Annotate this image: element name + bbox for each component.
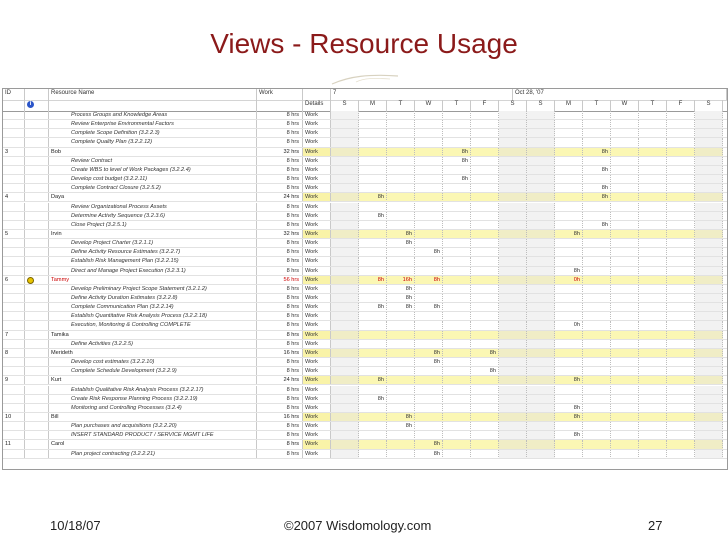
- details-label: Work: [303, 148, 331, 157]
- resource-usage-grid: [2, 88, 728, 470]
- day-work-cell[interactable]: 8h: [359, 193, 387, 202]
- work-hours: 8 hrs: [257, 248, 303, 257]
- assignment-name[interactable]: Review Organizational Process Assets: [49, 203, 257, 212]
- details-label: Work: [303, 157, 331, 166]
- day-work-cell[interactable]: 8h: [387, 285, 415, 294]
- day-work-cell[interactable]: 8h: [555, 230, 583, 239]
- details-label: Work: [303, 303, 331, 312]
- work-hours: 8 hrs: [257, 267, 303, 276]
- assignment-row[interactable]: [3, 404, 727, 413]
- work-hours: 8 hrs: [257, 120, 303, 129]
- day-work-cell[interactable]: 8h: [387, 239, 415, 248]
- assignment-row[interactable]: [3, 120, 727, 129]
- details-label: Work: [303, 193, 331, 202]
- day-header: W: [611, 100, 639, 111]
- assignment-name[interactable]: Complete Quality Plan (3.2.2.12): [49, 138, 257, 147]
- assignment-row[interactable]: [3, 340, 727, 349]
- day-work-cell[interactable]: 8h: [415, 450, 443, 459]
- details-label: Work: [303, 285, 331, 294]
- work-hours: 8 hrs: [257, 321, 303, 330]
- assignment-row[interactable]: [3, 303, 727, 312]
- header-indicator[interactable]: [25, 89, 49, 100]
- resource-name[interactable]: Irvin: [49, 230, 257, 239]
- work-hours: 8 hrs: [257, 450, 303, 459]
- footer-date: 10/18/07: [50, 518, 101, 533]
- work-hours: 24 hrs: [257, 376, 303, 385]
- assignment-name[interactable]: Review Contract: [49, 157, 257, 166]
- work-hours: 8 hrs: [257, 157, 303, 166]
- work-hours: 8 hrs: [257, 166, 303, 175]
- assignment-name[interactable]: Define Activities (3.2.2.5): [49, 340, 257, 349]
- details-label: Work: [303, 239, 331, 248]
- work-hours: 8 hrs: [257, 386, 303, 395]
- details-label: Work: [303, 440, 331, 449]
- assignment-name[interactable]: Develop cost estimates (3.2.2.10): [49, 358, 257, 367]
- day-header: M: [555, 100, 583, 111]
- day-work-cell[interactable]: 8h: [415, 440, 443, 449]
- day-header: W: [415, 100, 443, 111]
- resource-row[interactable]: [3, 276, 727, 285]
- day-header: F: [471, 100, 499, 111]
- day-header: T: [387, 100, 415, 111]
- work-hours: 8 hrs: [257, 129, 303, 138]
- work-hours: 8 hrs: [257, 184, 303, 193]
- details-label: Work: [303, 422, 331, 431]
- assignment-name[interactable]: INSERT STANDARD PRODUCT / SERVICE MGMT LIFE: [49, 431, 257, 440]
- details-label: Work: [303, 267, 331, 276]
- work-hours: 24 hrs: [257, 193, 303, 202]
- details-label: Work: [303, 175, 331, 184]
- assignment-name[interactable]: Determine Activity Sequence (3.2.3.6): [49, 212, 257, 221]
- assignment-row[interactable]: [3, 450, 727, 459]
- assignment-row[interactable]: [3, 367, 727, 376]
- details-label: Work: [303, 358, 331, 367]
- day-work-cell[interactable]: 8h: [415, 358, 443, 367]
- work-hours: 8 hrs: [257, 358, 303, 367]
- work-hours: 8 hrs: [257, 221, 303, 230]
- assignment-name[interactable]: Develop Preliminary Project Scope Statement (3.2.1.2): [49, 285, 257, 294]
- assignment-row[interactable]: [3, 166, 727, 175]
- work-hours: 32 hrs: [257, 230, 303, 239]
- header-id[interactable]: ID: [3, 89, 25, 100]
- day-work-cell[interactable]: 0h: [555, 276, 583, 285]
- resource-name[interactable]: Tammy: [49, 276, 257, 285]
- details-label: Work: [303, 184, 331, 193]
- details-label: Work: [303, 340, 331, 349]
- assignment-row[interactable]: [3, 386, 727, 395]
- assignment-name[interactable]: Define Activity Resource Estimates (3.2.2.7): [49, 248, 257, 257]
- day-work-cell[interactable]: 16h: [387, 276, 415, 285]
- day-work-cell[interactable]: 8h: [359, 395, 387, 404]
- assignment-row[interactable]: [3, 395, 727, 404]
- day-header: M: [359, 100, 387, 111]
- assignment-row[interactable]: [3, 257, 727, 266]
- day-work-cell[interactable]: 8h: [359, 276, 387, 285]
- details-label: Work: [303, 276, 331, 285]
- day-header: T: [639, 100, 667, 111]
- work-hours: 16 hrs: [257, 349, 303, 358]
- work-hours: 8 hrs: [257, 312, 303, 321]
- header-info-cell: [25, 100, 49, 111]
- work-hours: 8 hrs: [257, 138, 303, 147]
- work-hours: 56 hrs: [257, 276, 303, 285]
- day-work-cell[interactable]: 8h: [359, 376, 387, 385]
- day-work-cell[interactable]: 8h: [443, 175, 471, 184]
- work-hours: 8 hrs: [257, 440, 303, 449]
- assignment-row[interactable]: [3, 294, 727, 303]
- assignment-name[interactable]: Close Project (3.2.5.1): [49, 221, 257, 230]
- assignment-row[interactable]: [3, 111, 727, 120]
- details-label: Work: [303, 111, 331, 120]
- day-work-cell[interactable]: 8h: [359, 303, 387, 312]
- assignment-name[interactable]: Create WBS to level of Work Packages (3.2.2.4): [49, 166, 257, 175]
- resource-id: 7: [3, 331, 25, 340]
- day-work-cell[interactable]: 8h: [415, 276, 443, 285]
- details-label: Work: [303, 294, 331, 303]
- day-work-cell[interactable]: 8h: [415, 303, 443, 312]
- assignment-name[interactable]: Establish Risk Management Plan (3.2.2.15): [49, 257, 257, 266]
- details-label: Work: [303, 212, 331, 221]
- work-hours: 8 hrs: [257, 404, 303, 413]
- resource-name[interactable]: Daya: [49, 193, 257, 202]
- assignment-row[interactable]: [3, 129, 727, 138]
- assignment-row[interactable]: [3, 321, 727, 330]
- work-hours: 8 hrs: [257, 239, 303, 248]
- details-label: Work: [303, 257, 331, 266]
- assignment-row[interactable]: [3, 431, 727, 440]
- details-label: Work: [303, 248, 331, 257]
- resource-name[interactable]: Carol: [49, 440, 257, 449]
- day-work-cell[interactable]: 8h: [555, 404, 583, 413]
- slide-title: Views - Resource Usage: [210, 28, 518, 59]
- day-work-cell[interactable]: 8h: [387, 303, 415, 312]
- assignment-name[interactable]: Develop Project Charter (3.2.1.1): [49, 239, 257, 248]
- resource-row[interactable]: [3, 413, 727, 422]
- work-hours: 8 hrs: [257, 203, 303, 212]
- details-label: Work: [303, 166, 331, 175]
- work-hours: 8 hrs: [257, 422, 303, 431]
- day-work-cell[interactable]: 8h: [359, 212, 387, 221]
- details-label: Work: [303, 404, 331, 413]
- day-header: S: [527, 100, 555, 111]
- day-header: S: [695, 100, 723, 111]
- assignment-name[interactable]: Establish Qualitative Risk Analysis Process (3.2.2.17): [49, 386, 257, 395]
- resource-row[interactable]: [3, 148, 727, 157]
- details-label: Work: [303, 331, 331, 340]
- details-label: Work: [303, 203, 331, 212]
- assignment-row[interactable]: [3, 175, 727, 184]
- work-hours: 8 hrs: [257, 340, 303, 349]
- resource-row[interactable]: [3, 193, 727, 202]
- header-name-blank: [49, 100, 257, 111]
- day-work-cell[interactable]: 8h: [471, 367, 499, 376]
- resource-id: 4: [3, 193, 25, 202]
- details-label: Work: [303, 349, 331, 358]
- day-work-cell[interactable]: 8h: [415, 248, 443, 257]
- day-header: F: [667, 100, 695, 111]
- info-icon[interactable]: i: [27, 101, 34, 108]
- assignment-name[interactable]: Plan purchases and acquisitions (3.2.2.20): [49, 422, 257, 431]
- week-label-1: 7: [331, 89, 513, 100]
- resource-id: 9: [3, 376, 25, 385]
- day-header: S: [331, 100, 359, 111]
- header-details-top: [303, 89, 331, 100]
- day-work-cell[interactable]: 8h: [387, 294, 415, 303]
- header-work-blank: [257, 100, 303, 111]
- assignment-row[interactable]: [3, 285, 727, 294]
- details-label: Work: [303, 413, 331, 422]
- assignment-row[interactable]: [3, 203, 727, 212]
- details-label: Work: [303, 120, 331, 129]
- day-work-cell[interactable]: 8h: [555, 376, 583, 385]
- details-label: Work: [303, 450, 331, 459]
- resource-row[interactable]: [3, 331, 727, 340]
- assignment-name[interactable]: Execution, Monitoring & Controlling COMPLETE: [49, 321, 257, 330]
- resource-row[interactable]: [3, 230, 727, 239]
- assignment-row[interactable]: [3, 138, 727, 147]
- day-work-cell[interactable]: 8h: [387, 230, 415, 239]
- day-work-cell[interactable]: 8h: [555, 267, 583, 276]
- work-hours: 8 hrs: [257, 367, 303, 376]
- work-hours: 8 hrs: [257, 303, 303, 312]
- footer-page-number: 27: [648, 518, 663, 533]
- work-hours: 8 hrs: [257, 111, 303, 120]
- day-work-cell[interactable]: 8h: [583, 148, 611, 157]
- week-label-2: Oct 28, '07: [513, 89, 727, 100]
- resource-row[interactable]: [3, 349, 727, 358]
- day-work-cell[interactable]: 8h: [583, 166, 611, 175]
- work-hours: 8 hrs: [257, 395, 303, 404]
- header-details: Details: [303, 100, 331, 111]
- resource-name[interactable]: Bill: [49, 413, 257, 422]
- resource-name[interactable]: Merideth: [49, 349, 257, 358]
- header-work[interactable]: Work: [257, 89, 303, 100]
- details-label: Work: [303, 138, 331, 147]
- resource-row[interactable]: [3, 376, 727, 385]
- overallocated-icon[interactable]: [27, 277, 34, 284]
- resource-name[interactable]: Tamika: [49, 331, 257, 340]
- assignment-name[interactable]: Complete Scope Definition (3.2.2.3): [49, 129, 257, 138]
- assignment-row[interactable]: [3, 221, 727, 230]
- work-hours: 8 hrs: [257, 212, 303, 221]
- assignment-row[interactable]: [3, 239, 727, 248]
- details-label: Work: [303, 386, 331, 395]
- day-work-cell[interactable]: 8h: [471, 349, 499, 358]
- work-hours: 16 hrs: [257, 413, 303, 422]
- work-hours: 32 hrs: [257, 148, 303, 157]
- assignment-row[interactable]: [3, 267, 727, 276]
- day-header: T: [443, 100, 471, 111]
- assignment-row[interactable]: [3, 212, 727, 221]
- assignment-name[interactable]: Review Enterprise Environmental Factors: [49, 120, 257, 129]
- row-divider: [3, 458, 727, 459]
- assignment-name[interactable]: Define Activity Duration Estimates (3.2.2.8): [49, 294, 257, 303]
- assignment-name[interactable]: Plan project contracting (3.2.2.21): [49, 450, 257, 459]
- work-hours: 8 hrs: [257, 294, 303, 303]
- day-work-cell[interactable]: 0h: [555, 321, 583, 330]
- resource-name[interactable]: Kurt: [49, 376, 257, 385]
- header-id-blank: [3, 100, 25, 111]
- footer-copyright: ©2007 Wisdomology.com: [284, 518, 432, 533]
- resource-row[interactable]: [3, 440, 727, 449]
- assignment-name[interactable]: Complete Contract Closure (3.2.5.2): [49, 184, 257, 193]
- work-hours: 8 hrs: [257, 257, 303, 266]
- details-label: Work: [303, 221, 331, 230]
- day-work-cell[interactable]: 8h: [443, 148, 471, 157]
- assignment-row[interactable]: [3, 312, 727, 321]
- details-label: Work: [303, 230, 331, 239]
- resource-id: 8: [3, 349, 25, 358]
- day-work-cell[interactable]: 8h: [443, 157, 471, 166]
- details-label: Work: [303, 312, 331, 321]
- details-label: Work: [303, 431, 331, 440]
- assignment-name[interactable]: Direct and Manage Project Execution (3.2.3.1): [49, 267, 257, 276]
- details-label: Work: [303, 367, 331, 376]
- decorative-swoosh: [330, 72, 400, 86]
- work-hours: 8 hrs: [257, 175, 303, 184]
- work-hours: 8 hrs: [257, 285, 303, 294]
- day-work-cell[interactable]: 8h: [583, 193, 611, 202]
- assignment-name[interactable]: Process Groups and Knowledge Areas: [49, 111, 257, 120]
- resource-name[interactable]: Bob: [49, 148, 257, 157]
- day-work-cell[interactable]: 8h: [555, 413, 583, 422]
- day-header: T: [583, 100, 611, 111]
- resource-id: 11: [3, 440, 25, 449]
- day-header: S: [499, 100, 527, 111]
- day-work-cell[interactable]: 8h: [583, 184, 611, 193]
- assignment-row[interactable]: [3, 157, 727, 166]
- day-work-cell[interactable]: 8h: [583, 221, 611, 230]
- work-hours: 8 hrs: [257, 431, 303, 440]
- assignment-name[interactable]: Complete Schedule Development (3.2.2.9): [49, 367, 257, 376]
- day-work-cell[interactable]: 8h: [555, 431, 583, 440]
- assignment-name[interactable]: Complete Communication Plan (3.2.2.14): [49, 303, 257, 312]
- header-resource-name[interactable]: Resource Name: [49, 89, 257, 100]
- work-hours: 8 hrs: [257, 331, 303, 340]
- resource-id: 10: [3, 413, 25, 422]
- details-label: Work: [303, 129, 331, 138]
- assignment-row[interactable]: [3, 184, 727, 193]
- details-label: Work: [303, 321, 331, 330]
- assignment-row[interactable]: [3, 358, 727, 367]
- details-label: Work: [303, 376, 331, 385]
- day-work-cell[interactable]: 8h: [387, 413, 415, 422]
- resource-id: 6: [3, 276, 25, 285]
- resource-id: 5: [3, 230, 25, 239]
- assignment-name[interactable]: Create Risk Response Planning Process (3.2.2.19): [49, 395, 257, 404]
- assignment-row[interactable]: [3, 248, 727, 257]
- assignment-name[interactable]: Develop cost budget (3.2.2.11): [49, 175, 257, 184]
- assignment-name[interactable]: Establish Quantitative Risk Analysis Process (3.2.2.18): [49, 312, 257, 321]
- day-work-cell[interactable]: 8h: [415, 349, 443, 358]
- details-label: Work: [303, 395, 331, 404]
- resource-id: 3: [3, 148, 25, 157]
- assignment-name[interactable]: Monitoring and Controlling Processes (3.2.4): [49, 404, 257, 413]
- assignment-row[interactable]: [3, 422, 727, 431]
- day-work-cell[interactable]: 8h: [387, 422, 415, 431]
